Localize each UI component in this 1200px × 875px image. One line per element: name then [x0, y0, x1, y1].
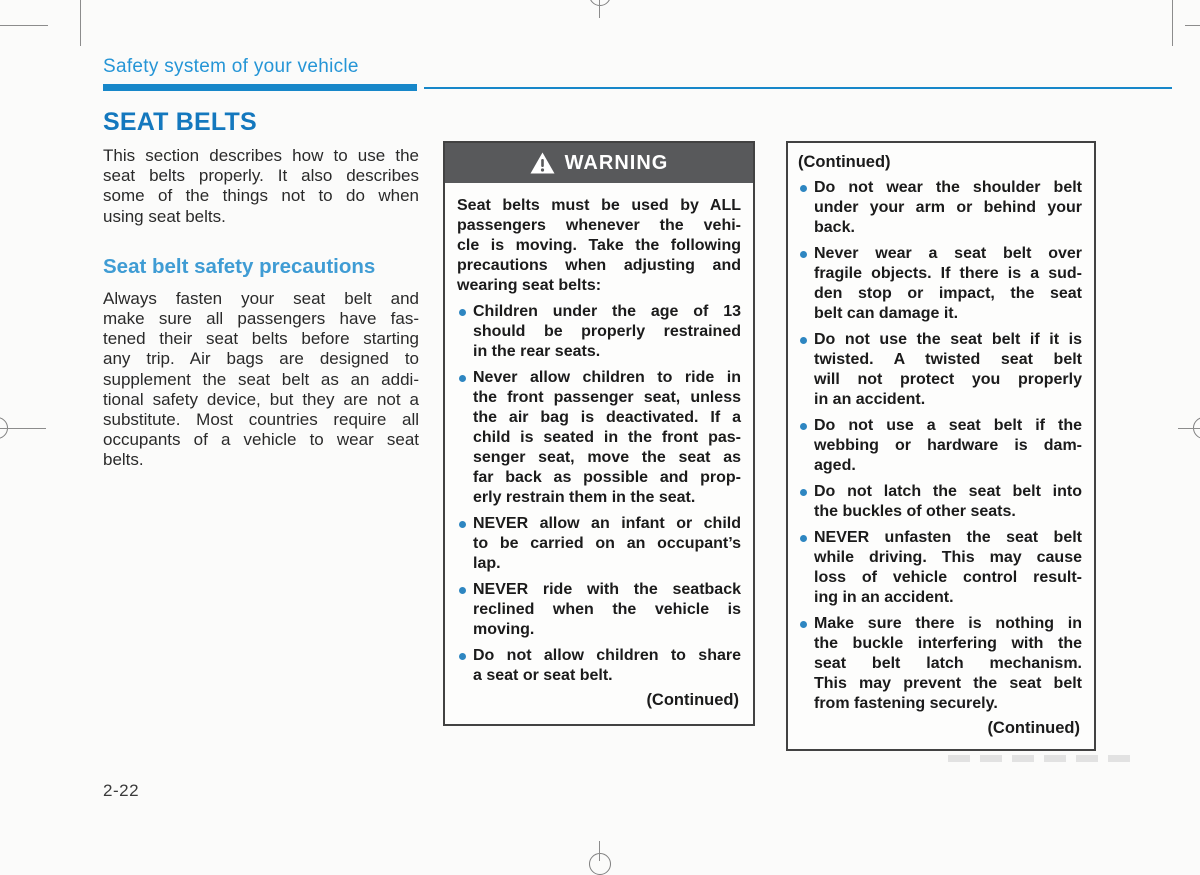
text-line: erly restrain them in the seat. — [473, 489, 696, 506]
text-line: the front passenger seat, unless — [473, 389, 741, 406]
registration-mark-top-stem — [599, 0, 600, 18]
bullet-dot-icon — [459, 375, 466, 382]
registration-mark-top-circle — [589, 0, 611, 6]
bullet-item — [457, 302, 741, 362]
text-line: ing in an accident. — [814, 589, 954, 606]
warning-continued-box — [786, 141, 1096, 751]
text-line: fragile objects. If there is a sud- — [814, 265, 1082, 282]
bullet-dot-icon — [459, 653, 466, 660]
continued-heading: (Continued) — [798, 153, 891, 171]
text-line: lap. — [473, 555, 501, 572]
bullet-text — [814, 482, 1082, 522]
bullet-item — [798, 416, 1082, 476]
text-line: seat belts properly. It also describes — [103, 166, 419, 186]
text-line: back. — [814, 219, 855, 236]
text-line: Never allow children to ride in — [473, 369, 741, 386]
text-line: tional safety device, but they are not a — [103, 389, 419, 409]
bullet-item — [798, 178, 1082, 238]
bullet-item — [457, 368, 741, 508]
text-line: den stop or impact, the seat — [814, 285, 1082, 302]
text-line: Never wear a seat belt over — [814, 245, 1082, 262]
text-line: Do not allow children to share — [473, 647, 741, 664]
text-line: NEVER ride with the seatback — [473, 581, 741, 598]
continued-bullet-list — [798, 178, 1082, 714]
text-line: in the rear seats. — [473, 343, 601, 360]
text-line: Do not use the seat belt if it is — [814, 331, 1082, 348]
text-line: child is seated in the front pas- — [473, 429, 741, 446]
warning-intro-paragraph — [457, 196, 741, 296]
bullet-item — [798, 244, 1082, 324]
text-line: Do not wear the shoulder belt — [814, 179, 1082, 196]
precautions-paragraph — [103, 289, 419, 471]
bullet-dot-icon — [459, 521, 466, 528]
text-line: Do not latch the seat belt into — [814, 483, 1082, 500]
text-line: a seat or seat belt. — [473, 667, 613, 684]
bullet-item — [798, 482, 1082, 522]
text-line: twisted. A twisted seat belt — [814, 351, 1082, 368]
text-line: precautions when adjusting and — [457, 257, 741, 274]
warning-triangle-icon — [530, 152, 555, 174]
bullet-text — [473, 368, 741, 508]
header-rule-line — [424, 87, 1172, 89]
text-line: This section describes how to use the — [103, 146, 419, 165]
text-line: cle is moving. Take the following — [457, 237, 741, 254]
bullet-text — [814, 330, 1082, 410]
warning-bullet-list — [457, 302, 741, 686]
text-line: Children under the age of 13 — [473, 303, 741, 320]
registration-mark-bottom-stem — [599, 841, 600, 861]
bullet-dot-icon — [800, 337, 807, 344]
text-line: substitute. Most countries require all — [103, 410, 419, 430]
text-line: NEVER unfasten the seat belt — [814, 529, 1082, 546]
bullet-text — [814, 614, 1082, 714]
registration-mark-bottom-circle — [589, 853, 611, 875]
subsection-title: Seat belt safety precautions — [103, 254, 376, 278]
text-line: any trip. Air bags are designed to — [103, 349, 419, 369]
text-line: moving. — [473, 621, 535, 638]
left-column — [103, 108, 419, 471]
text-line: will not protect you properly — [814, 371, 1082, 388]
bullet-text — [473, 302, 741, 362]
bullet-dot-icon — [800, 489, 807, 496]
bullet-dot-icon — [800, 535, 807, 542]
text-line: while driving. This may cause — [814, 549, 1082, 566]
text-line: using seat belts. — [103, 206, 226, 226]
text-line: some of the things not to do when — [103, 186, 419, 206]
section-title: SEAT BELTS — [103, 108, 257, 136]
bullet-dot-icon — [459, 309, 466, 316]
text-line: the air bag is deactivated. If a — [473, 409, 741, 426]
text-line: tened their seat belts before starting — [103, 329, 419, 349]
intro-paragraph — [103, 146, 419, 227]
bullet-item — [457, 646, 741, 686]
bullet-item — [798, 330, 1082, 410]
registration-mark-left-stem — [0, 428, 46, 429]
bullet-item — [457, 580, 741, 640]
bullet-text — [473, 646, 741, 686]
crop-mark-top-left-horizontal — [0, 25, 48, 26]
text-line: the buckles of other seats. — [814, 503, 1016, 520]
running-header: Safety system of your vehicle — [103, 56, 359, 77]
text-line: far back as possible and prop- — [473, 469, 741, 486]
bullet-item — [457, 514, 741, 574]
text-line: wearing seat belts: — [457, 277, 602, 294]
text-line: supplement the seat belt as an addi- — [103, 369, 419, 389]
text-line: passengers whenever the vehi- — [457, 217, 741, 234]
text-line: loss of vehicle control result- — [814, 569, 1082, 586]
text-line: webbing or hardware is dam- — [814, 437, 1082, 454]
text-line: make sure all passengers have fas- — [103, 309, 419, 329]
text-line: Make sure there is nothing in — [814, 615, 1082, 632]
bullet-dot-icon — [800, 185, 807, 192]
bullet-item — [798, 528, 1082, 608]
bullet-dot-icon — [800, 251, 807, 258]
registration-mark-right-stem — [1178, 428, 1200, 429]
continued-note: (Continued) — [646, 691, 739, 709]
text-line: seat belt latch mechanism. — [814, 655, 1082, 672]
text-line: to be carried on an occupant’s — [473, 535, 741, 552]
text-line: from fastening securely. — [814, 695, 998, 712]
text-line: in an accident. — [814, 391, 926, 408]
continued-note: (Continued) — [987, 719, 1080, 737]
text-line: the buckle interfering with the — [814, 635, 1082, 652]
text-line: This may prevent the seat belt — [814, 675, 1082, 692]
bullet-text — [814, 244, 1082, 324]
text-line: Seat belts must be used by ALL — [457, 197, 741, 214]
text-line: Do not use a seat belt if the — [814, 417, 1082, 434]
crop-mark-top-left-vertical — [80, 0, 81, 46]
crop-mark-top-right-horizontal — [1185, 25, 1200, 26]
bullet-dot-icon — [800, 621, 807, 628]
text-line: aged. — [814, 457, 856, 474]
crop-mark-top-right-vertical — [1172, 0, 1173, 46]
warning-label: WARNING — [564, 151, 669, 174]
text-line: occupants of a vehicle to wear seat — [103, 430, 419, 450]
text-line: should be properly restrained — [473, 323, 741, 340]
bullet-dot-icon — [800, 423, 807, 430]
warning-box — [443, 141, 755, 726]
text-line: belts. — [103, 450, 144, 470]
bullet-item — [798, 614, 1082, 714]
text-line: Always fasten your seat belt and — [103, 288, 419, 308]
bullet-text — [473, 514, 741, 574]
bullet-text — [473, 580, 741, 640]
bullet-text — [814, 528, 1082, 608]
warning-box-content — [445, 183, 753, 710]
header-underline-bar — [103, 84, 417, 91]
scan-bleed-artifact — [948, 755, 1138, 762]
text-line: reclined when the vehicle is — [473, 601, 741, 618]
bullet-dot-icon — [459, 587, 466, 594]
page-number: 2-22 — [103, 781, 140, 800]
bullet-text — [814, 416, 1082, 476]
text-line: senger seat, move the seat as — [473, 449, 741, 466]
bullet-text — [814, 178, 1082, 238]
text-line: NEVER allow an infant or child — [473, 515, 741, 532]
text-line: belt can damage it. — [814, 305, 959, 322]
warning-box-header — [445, 143, 753, 183]
text-line: under your arm or behind your — [814, 199, 1082, 216]
